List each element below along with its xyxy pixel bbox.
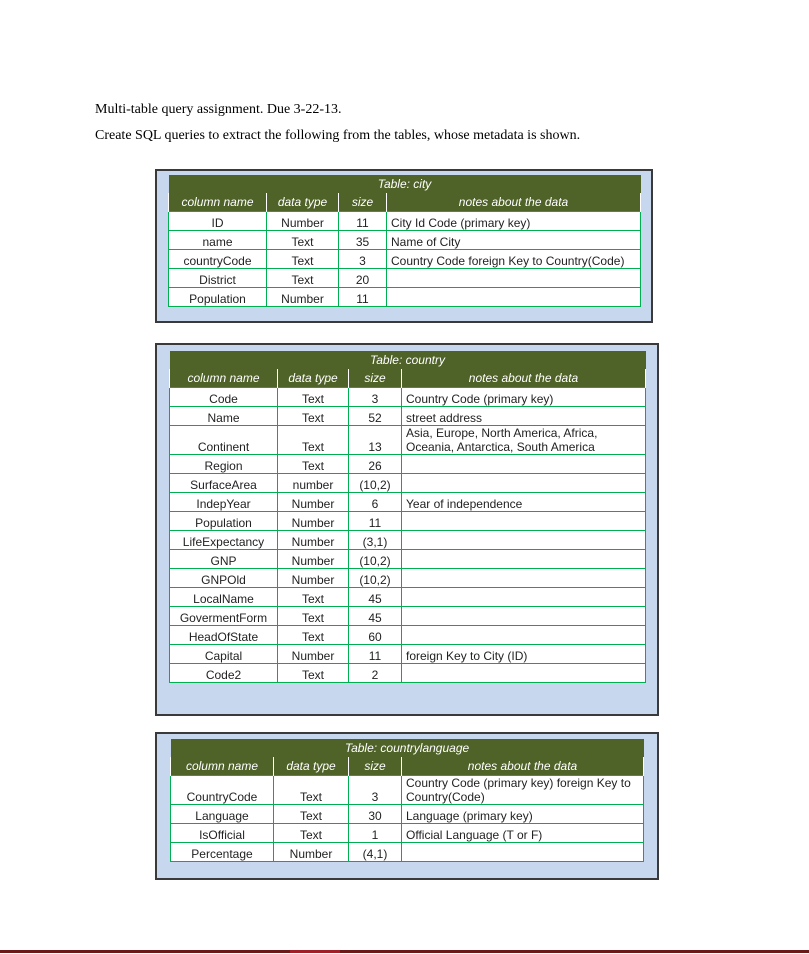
size-cell: (10,2) [349, 550, 402, 569]
notes-cell: Language (primary key) [402, 805, 644, 824]
data-type-cell: Text [278, 664, 349, 683]
data-type-cell: Text [267, 231, 339, 250]
data-type-cell: Text [274, 805, 349, 824]
column-name-cell: GovermentForm [170, 607, 278, 626]
data-type-cell: Number [274, 843, 349, 862]
notes-cell [387, 269, 641, 288]
size-cell: 26 [349, 455, 402, 474]
data-type-cell: Text [278, 426, 349, 455]
size-cell: 3 [349, 388, 402, 407]
column-header-col: column name [169, 193, 267, 212]
notes-cell: Country Code foreign Key to Country(Code) [387, 250, 641, 269]
table-row [170, 664, 646, 683]
size-cell: 11 [339, 212, 387, 231]
notes-cell: City Id Code (primary key) [387, 212, 641, 231]
notes-cell [402, 588, 646, 607]
size-cell: 11 [349, 512, 402, 531]
column-header-col: column name [171, 757, 274, 776]
column-header-notes: notes about the data [387, 193, 641, 212]
data-type-cell: Number [278, 569, 349, 588]
notes-cell: Official Language (T or F) [402, 824, 644, 843]
table-row [170, 550, 646, 569]
notes-cell [402, 664, 646, 683]
notes-cell: Year of independence [402, 493, 646, 512]
column-header-type: data type [267, 193, 339, 212]
data-type-cell: number [278, 474, 349, 493]
size-cell: 11 [349, 645, 402, 664]
data-type-cell: Number [278, 645, 349, 664]
notes-cell [402, 512, 646, 531]
table-row [171, 805, 644, 824]
table-row [170, 455, 646, 474]
column-name-cell: Capital [170, 645, 278, 664]
country-table [169, 351, 646, 683]
countrylanguage-table [170, 739, 644, 862]
column-name-cell: name [169, 231, 267, 250]
column-name-cell: ID [169, 212, 267, 231]
table-row [171, 824, 644, 843]
notes-cell: Asia, Europe, North America, Africa, Oceania, Antarctica, South America [402, 426, 646, 455]
size-cell: 6 [349, 493, 402, 512]
column-name-cell: Language [171, 805, 274, 824]
notes-cell: street address [402, 407, 646, 426]
notes-cell [402, 474, 646, 493]
assignment-instructions: Create SQL queries to extract the following from the tables, whose metadata is shown. [95, 128, 581, 143]
table-row [169, 231, 641, 250]
size-cell: 60 [349, 626, 402, 645]
notes-cell [402, 455, 646, 474]
column-name-cell: Code [170, 388, 278, 407]
column-header-notes: notes about the data [402, 757, 644, 776]
data-type-cell: Number [267, 212, 339, 231]
data-type-cell: Number [278, 493, 349, 512]
notes-cell [402, 607, 646, 626]
data-type-cell: Number [278, 531, 349, 550]
column-name-cell: Population [169, 288, 267, 307]
city-table [168, 175, 641, 307]
data-type-cell: Text [278, 407, 349, 426]
column-name-cell: Name [170, 407, 278, 426]
table-row [169, 250, 641, 269]
size-cell: 3 [339, 250, 387, 269]
size-cell: 1 [349, 824, 402, 843]
size-cell: 2 [349, 664, 402, 683]
page-bottom-rule [0, 950, 809, 953]
size-cell: 20 [339, 269, 387, 288]
column-name-cell: Continent [170, 426, 278, 455]
table-row [170, 407, 646, 426]
column-name-cell: IndepYear [170, 493, 278, 512]
data-type-cell: Text [267, 269, 339, 288]
column-name-cell: Percentage [171, 843, 274, 862]
column-header-size: size [349, 369, 402, 388]
column-name-cell: GNPOld [170, 569, 278, 588]
data-type-cell: Number [278, 550, 349, 569]
table-row [170, 474, 646, 493]
data-type-cell: Text [278, 626, 349, 645]
notes-cell: Name of City [387, 231, 641, 250]
column-name-cell: IsOfficial [171, 824, 274, 843]
column-name-cell: GNP [170, 550, 278, 569]
table-title: Table: country [170, 351, 646, 369]
table-row [170, 626, 646, 645]
table-row [170, 512, 646, 531]
table-title: Table: countrylanguage [171, 739, 644, 757]
notes-cell [402, 550, 646, 569]
size-cell: (10,2) [349, 569, 402, 588]
column-name-cell: Population [170, 512, 278, 531]
table-row [171, 776, 644, 805]
column-header-col: column name [170, 369, 278, 388]
size-cell: 11 [339, 288, 387, 307]
data-type-cell: Text [274, 824, 349, 843]
notes-cell [402, 531, 646, 550]
column-name-cell: countryCode [169, 250, 267, 269]
size-cell: 45 [349, 588, 402, 607]
size-cell: (10,2) [349, 474, 402, 493]
column-header-size: size [349, 757, 402, 776]
table-row [170, 588, 646, 607]
data-type-cell: Text [278, 388, 349, 407]
table-row [170, 569, 646, 588]
table-row [171, 843, 644, 862]
notes-cell: Country Code (primary key) foreign Key to Country(Code) [402, 776, 644, 805]
data-type-cell: Text [267, 250, 339, 269]
table-title: Table: city [169, 175, 641, 193]
column-header-type: data type [278, 369, 349, 388]
size-cell: 52 [349, 407, 402, 426]
notes-cell: foreign Key to City (ID) [402, 645, 646, 664]
assignment-title: Multi-table query assignment. Due 3-22-13. [95, 102, 342, 117]
column-name-cell: Region [170, 455, 278, 474]
column-name-cell: LifeExpectancy [170, 531, 278, 550]
data-type-cell: Number [267, 288, 339, 307]
table-row [170, 426, 646, 455]
size-cell: (4,1) [349, 843, 402, 862]
size-cell: 35 [339, 231, 387, 250]
table-row [170, 493, 646, 512]
data-type-cell: Text [278, 455, 349, 474]
table-row [170, 531, 646, 550]
size-cell: 13 [349, 426, 402, 455]
data-type-cell: Text [278, 588, 349, 607]
table-row [170, 607, 646, 626]
column-name-cell: Code2 [170, 664, 278, 683]
column-name-cell: LocalName [170, 588, 278, 607]
size-cell: 45 [349, 607, 402, 626]
notes-cell [402, 843, 644, 862]
size-cell: 3 [349, 776, 402, 805]
size-cell: (3,1) [349, 531, 402, 550]
table-row [169, 288, 641, 307]
notes-cell: Country Code (primary key) [402, 388, 646, 407]
table-row [169, 212, 641, 231]
table-row [170, 645, 646, 664]
column-name-cell: SurfaceArea [170, 474, 278, 493]
notes-cell [402, 569, 646, 588]
column-header-notes: notes about the data [402, 369, 646, 388]
size-cell: 30 [349, 805, 402, 824]
data-type-cell: Text [274, 776, 349, 805]
data-type-cell: Text [278, 607, 349, 626]
table-row [169, 269, 641, 288]
data-type-cell: Number [278, 512, 349, 531]
notes-cell [387, 288, 641, 307]
column-name-cell: HeadOfState [170, 626, 278, 645]
column-header-size: size [339, 193, 387, 212]
column-name-cell: CountryCode [171, 776, 274, 805]
column-header-type: data type [274, 757, 349, 776]
notes-cell [402, 626, 646, 645]
table-row [170, 388, 646, 407]
column-name-cell: District [169, 269, 267, 288]
